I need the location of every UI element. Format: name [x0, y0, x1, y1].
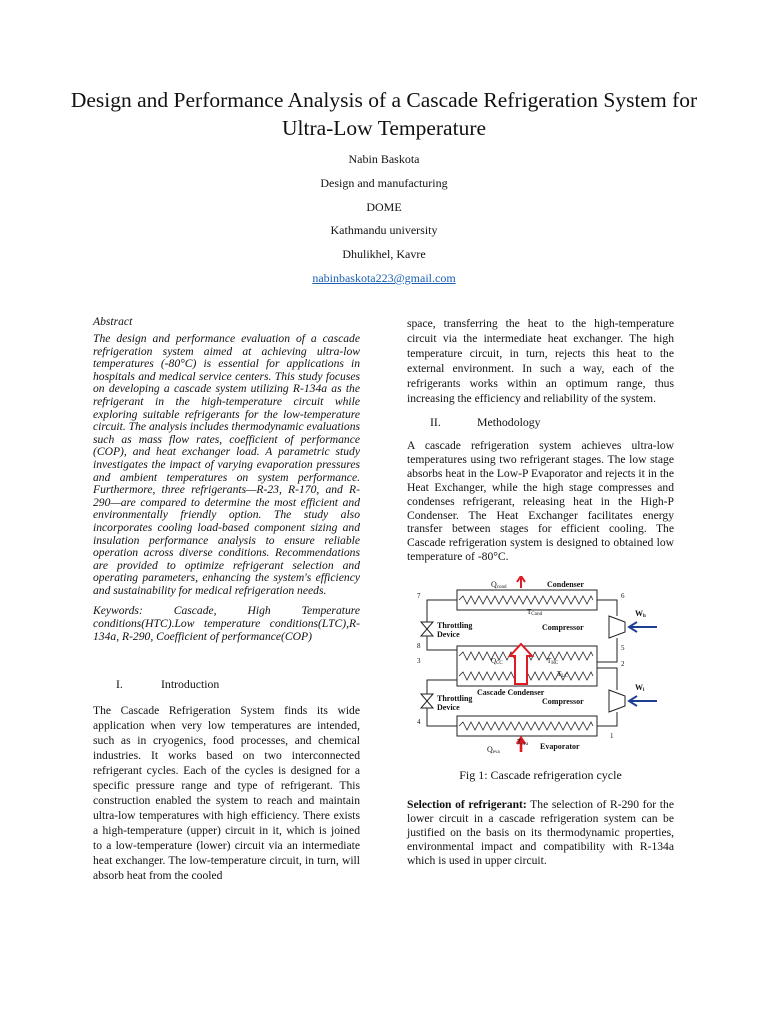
- pipe-1: [597, 712, 617, 726]
- condenser-box: [457, 590, 597, 610]
- evaporator-box: [457, 716, 597, 736]
- paper-title: Design and Performance Analysis of a Cascade Refrigeration System for Ultra-Low Temperature: [70, 88, 698, 140]
- label-device-top: Device: [437, 630, 460, 640]
- state-point-1: 1: [610, 732, 614, 741]
- label-q-eva: Qeva: [487, 745, 500, 756]
- author-university: Kathmandu university: [330, 223, 438, 238]
- author-block: [184, 149, 584, 292]
- cascade-heat-arrow: [510, 644, 532, 684]
- figure-caption: Fig 1: Cascade refrigeration cycle: [459, 768, 622, 783]
- state-point-2: 2: [621, 660, 625, 669]
- section-number: II.: [430, 415, 441, 429]
- state-point-3: 3: [417, 657, 421, 666]
- pipe-2: [597, 668, 617, 690]
- selection-paragraph: [407, 798, 674, 868]
- work-in-arrow-bottom: [629, 696, 657, 706]
- selection-text: The selection of R-290 for the lower circuit in a cascade refrigeration system can be justified on the basis on its thermodynamic properties, environmental impact and compatibility with R-134a which is used in upper circuit.: [407, 798, 674, 867]
- label-device-bottom: Device: [437, 703, 460, 713]
- condenser-coil: [459, 596, 593, 604]
- pipe-5: [597, 638, 617, 662]
- pipe-3: [427, 680, 457, 694]
- label-cascade-condenser: Cascade Condenser: [477, 688, 545, 698]
- section-title: Methodology: [477, 415, 541, 429]
- section-heading-methodology: [407, 415, 674, 430]
- label-throttling-bottom: Throttling: [437, 694, 473, 704]
- author-name: Nabin Baskota: [348, 152, 420, 166]
- cascade-refrigeration-diagram: [407, 576, 674, 758]
- state-point-8: 8: [417, 642, 421, 651]
- right-column: [407, 316, 674, 868]
- label-qcc: QCC: [491, 657, 503, 667]
- author-email-link[interactable]: nabinbaskota223@gmail.com: [312, 270, 456, 285]
- abstract-text: The design and performance evaluation of a cascade refrigeration system aimed at achieving ultra-low temperatures (-80°C) is essential for applications in hospitals and medical service centers. This study focuses on developing a cascade system utilizing R-134a as the refrigerant in the high-temperature circuit while exploring suitable refrigerants for the low-temperature circuit. The analysis includes thermodynamic evaluations such as mass flow rates, coefficient of performance (COP), and heat exchanger load. A parametric study investigates the impact of varying evaporation pressures and ambient temperatures on system performance. Furthermore, three refrigerants—R-23, R-170, and R-290—are compared to determine the most efficient and environmentally friendly option. The study also incorporates cooling load-based component sizing and insulation performance analysis to ensure reliable operation across diverse conditions. Recommendations are provided to optimize refrigerant selection and operating parameters, enhancing the system's efficiency and sustainability for medical refrigeration needs.: [93, 332, 360, 597]
- condenser-heat-arrow: [517, 576, 525, 588]
- author-location: Dhulikhel, Kavre: [342, 247, 426, 262]
- compressor-top: [609, 616, 625, 638]
- selection-label: Selection of refrigerant:: [407, 798, 527, 812]
- label-throttling-top: Throttling: [437, 621, 473, 631]
- label-q-cond: Qcond: [491, 580, 507, 591]
- throttling-device-bottom: [421, 694, 433, 708]
- left-column: [93, 314, 360, 883]
- label-condenser: Condenser: [547, 580, 584, 590]
- label-t-cond: TCond: [527, 608, 543, 618]
- state-point-7: 7: [417, 592, 421, 601]
- compressor-bottom: [609, 690, 625, 712]
- label-tlc: TLC: [557, 670, 568, 680]
- label-wh: Wh: [635, 609, 646, 620]
- state-point-4: 4: [417, 718, 421, 727]
- label-evaporator: Evaporator: [540, 742, 580, 752]
- state-point-6: 6: [621, 592, 625, 601]
- introduction-text: The Cascade Refrigeration System finds its wide application when very low temperatures are intended, such as in cryogenics, food processes, and chemical industries. It works based on two interconnected refrigerant cycles. Each of the cycles is designed for a specific pressure range and type of refrigerant. This construction enabled the system to reach and maintain ultra-low temperatures with high efficiency. There exists a high-temperature (upper) circuit in it, which is joined to a low-temperature (lower) circuit via an intermediate heat exchanger. The low-temperature circuit, in turn, will absorb heat from the cooled: [93, 704, 360, 883]
- pipe-6: [597, 600, 617, 616]
- section-heading-introduction: [93, 677, 360, 692]
- introduction-continued-text: space, transferring the heat to the high-temperature circuit via the intermediate heat exchanger. The high temperature circuit, in turn, rejects this heat to the external environment. In such a way, each of the refrigerants works within an optimum range, thus increasing the efficiency and reliability of the system.: [407, 317, 674, 405]
- pipe-7: [427, 600, 457, 622]
- label-compressor-top: Compressor: [542, 623, 584, 633]
- section-number: I.: [116, 677, 123, 692]
- throttling-device-top: [421, 622, 433, 636]
- state-point-5: 5: [621, 644, 625, 653]
- label-compressor-bottom: Compressor: [542, 697, 584, 707]
- evaporator-coil: [459, 722, 593, 730]
- author-department: Design and manufacturing: [320, 175, 448, 190]
- label-wl: Wl: [635, 683, 645, 694]
- abstract-label: Abstract: [93, 315, 133, 328]
- keywords: Keywords: Cascade, High Temperature conditions(HTC).Low temperature conditions(LTC),R-134a, R-290, Coefficient of performance(COP): [93, 604, 360, 643]
- diagram-svg: [407, 576, 674, 758]
- author-division: DOME: [366, 199, 402, 214]
- section-title: Introduction: [161, 677, 220, 692]
- work-in-arrow-top: [629, 622, 657, 632]
- label-t-eva: Teva: [517, 738, 529, 748]
- methodology-text: A cascade refrigeration system achieves ultra-low temperatures using two refrigerant stages. The low stage absorbs heat in the Low-P Evaporator and rejects it in the Heat Exchanger, while the high stage compresses and condenses refrigerant, releasing heat in the High-P Condenser. The Heat Exchanger facilitates energy transfer between stages for efficient cooling. The Cascade refrigeration system is designed to obtained low temperature of -80°C.: [407, 439, 674, 564]
- label-thc: THC: [547, 657, 559, 667]
